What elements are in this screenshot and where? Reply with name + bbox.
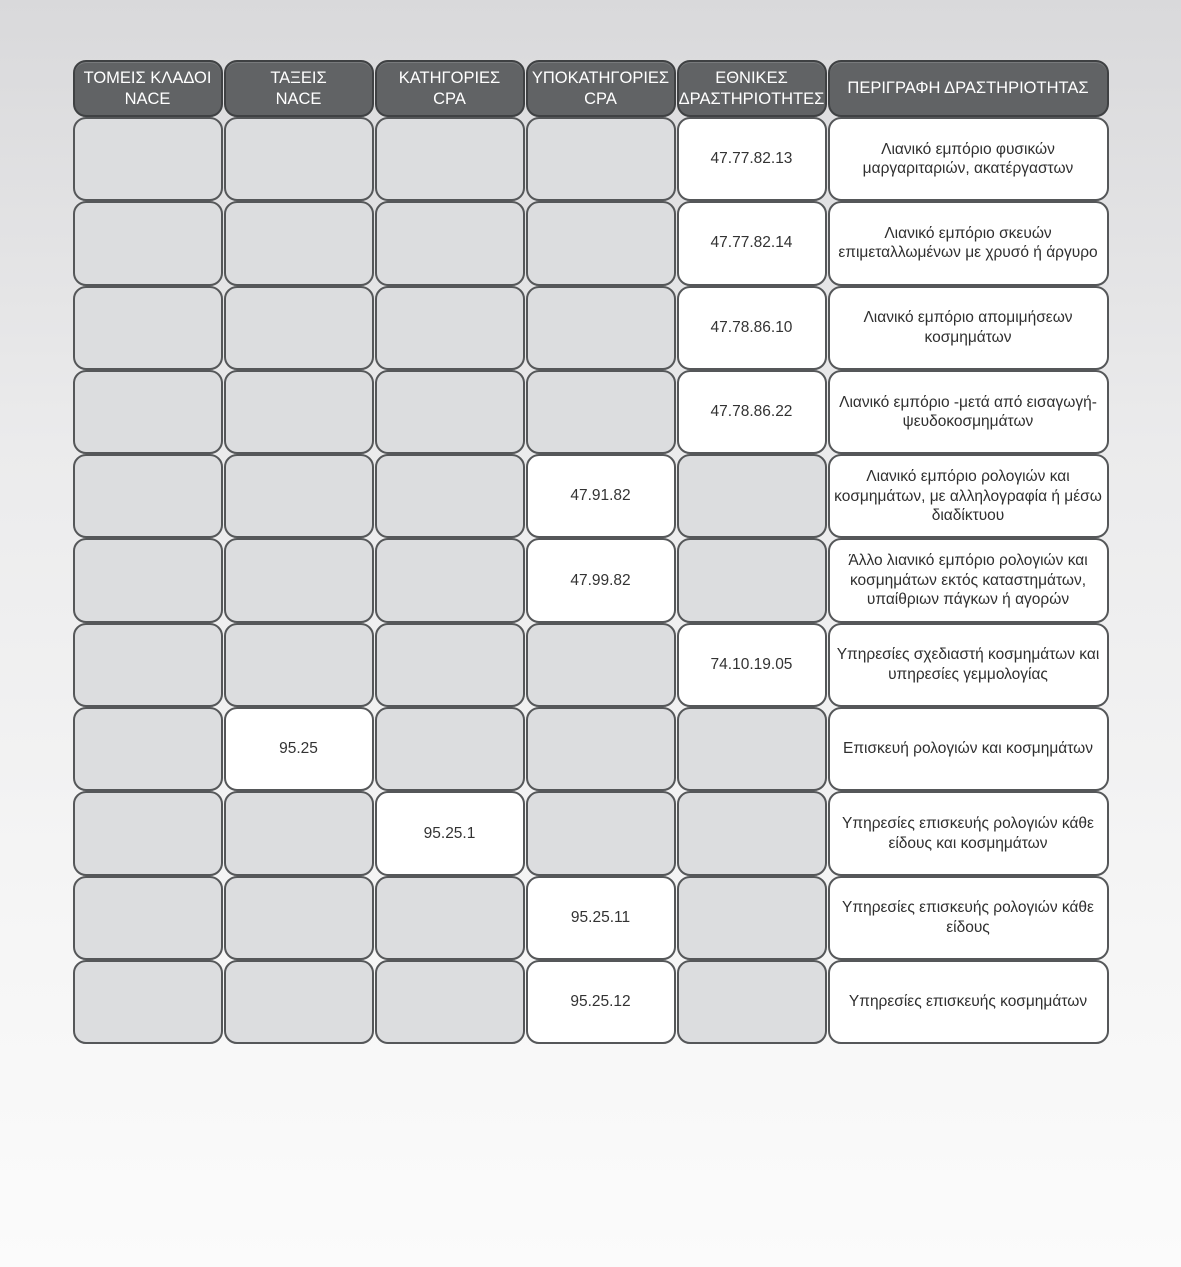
category-cell bbox=[375, 960, 525, 1044]
class-cell bbox=[224, 117, 374, 201]
class-cell bbox=[224, 286, 374, 370]
national-activity-cell bbox=[677, 538, 827, 622]
sector-cell bbox=[73, 201, 223, 285]
sector-cell bbox=[73, 117, 223, 201]
national-activity-cell: 74.10.19.05 bbox=[677, 623, 827, 707]
header-category-cpa: ΚΑΤΗΓΟΡΙΕΣ CPA bbox=[375, 60, 525, 117]
description-cell: Υπηρεσίες επισκευής ρολογιών κάθε είδους bbox=[828, 876, 1109, 960]
subcategory-cell bbox=[526, 370, 676, 454]
class-cell bbox=[224, 960, 374, 1044]
header-sector-nace: ΤΟΜΕΙΣ ΚΛΑΔΟΙ NACE bbox=[73, 60, 223, 117]
description-cell: Υπηρεσίες επισκευής ρολογιών κάθε είδους και κοσμημάτων bbox=[828, 791, 1109, 875]
national-activity-cell bbox=[677, 454, 827, 538]
subcategory-cell bbox=[526, 707, 676, 791]
sector-cell bbox=[73, 370, 223, 454]
header-national-activities: ΕΘΝΙΚΕΣ ΔΡΑΣΤΗΡΙΟΤΗΤΕΣ bbox=[677, 60, 827, 117]
category-cell bbox=[375, 117, 525, 201]
subcategory-cell: 95.25.12 bbox=[526, 960, 676, 1044]
class-cell bbox=[224, 623, 374, 707]
category-cell: 95.25.1 bbox=[375, 791, 525, 875]
description-cell: Λιανικό εμπόριο φυσικών μαργαριταριών, ακατέργαστων bbox=[828, 117, 1109, 201]
subcategory-cell bbox=[526, 286, 676, 370]
nace-activity-table bbox=[72, 60, 1109, 1044]
description-cell: Υπηρεσίες επισκευής κοσμημάτων bbox=[828, 960, 1109, 1044]
national-activity-cell bbox=[677, 707, 827, 791]
header-subcategory-cpa: ΥΠΟΚΑΤΗΓΟΡΙΕΣ CPA bbox=[526, 60, 676, 117]
sector-cell bbox=[73, 791, 223, 875]
header-class-nace: ΤΑΞΕΙΣ NACE bbox=[224, 60, 374, 117]
national-activity-cell: 47.77.82.14 bbox=[677, 201, 827, 285]
national-activity-cell bbox=[677, 876, 827, 960]
description-cell: Λιανικό εμπόριο -μετά από εισαγωγή- ψευδοκοσμημάτων bbox=[828, 370, 1109, 454]
national-activity-cell: 47.78.86.22 bbox=[677, 370, 827, 454]
sector-cell bbox=[73, 960, 223, 1044]
class-cell bbox=[224, 876, 374, 960]
national-activity-cell bbox=[677, 791, 827, 875]
class-cell: 95.25 bbox=[224, 707, 374, 791]
sector-cell bbox=[73, 707, 223, 791]
description-cell: Επισκευή ρολογιών και κοσμημάτων bbox=[828, 707, 1109, 791]
subcategory-cell: 47.91.82 bbox=[526, 454, 676, 538]
description-cell: Άλλο λιανικό εμπόριο ρολογιών και κοσμημάτων εκτός καταστημάτων, υπαίθριων πάγκων ή αγορών bbox=[828, 538, 1109, 622]
category-cell bbox=[375, 454, 525, 538]
description-cell: Λιανικό εμπόριο σκευών επιμεταλλωμένων με χρυσό ή άργυρο bbox=[828, 201, 1109, 285]
national-activity-cell bbox=[677, 960, 827, 1044]
sector-cell bbox=[73, 454, 223, 538]
subcategory-cell bbox=[526, 201, 676, 285]
description-cell: Λιανικό εμπόριο απομιμήσεων κοσμημάτων bbox=[828, 286, 1109, 370]
category-cell bbox=[375, 538, 525, 622]
subcategory-cell: 47.99.82 bbox=[526, 538, 676, 622]
description-cell: Υπηρεσίες σχεδιαστή κοσμημάτων και υπηρεσίες γεμμολογίας bbox=[828, 623, 1109, 707]
class-cell bbox=[224, 201, 374, 285]
subcategory-cell: 95.25.11 bbox=[526, 876, 676, 960]
category-cell bbox=[375, 201, 525, 285]
category-cell bbox=[375, 623, 525, 707]
subcategory-cell bbox=[526, 791, 676, 875]
category-cell bbox=[375, 370, 525, 454]
description-cell: Λιανικό εμπόριο ρολογιών και κοσμημάτων, με αλληλογραφία ή μέσω διαδίκτυου bbox=[828, 454, 1109, 538]
header-activity-description: ΠΕΡΙΓΡΑΦΗ ΔΡΑΣΤΗΡΙΟΤΗΤΑΣ bbox=[828, 60, 1109, 117]
class-cell bbox=[224, 538, 374, 622]
subcategory-cell bbox=[526, 117, 676, 201]
national-activity-cell: 47.77.82.13 bbox=[677, 117, 827, 201]
sector-cell bbox=[73, 286, 223, 370]
class-cell bbox=[224, 454, 374, 538]
national-activity-cell: 47.78.86.10 bbox=[677, 286, 827, 370]
sector-cell bbox=[73, 538, 223, 622]
class-cell bbox=[224, 370, 374, 454]
sector-cell bbox=[73, 876, 223, 960]
sector-cell bbox=[73, 623, 223, 707]
category-cell bbox=[375, 876, 525, 960]
category-cell bbox=[375, 707, 525, 791]
subcategory-cell bbox=[526, 623, 676, 707]
class-cell bbox=[224, 791, 374, 875]
category-cell bbox=[375, 286, 525, 370]
